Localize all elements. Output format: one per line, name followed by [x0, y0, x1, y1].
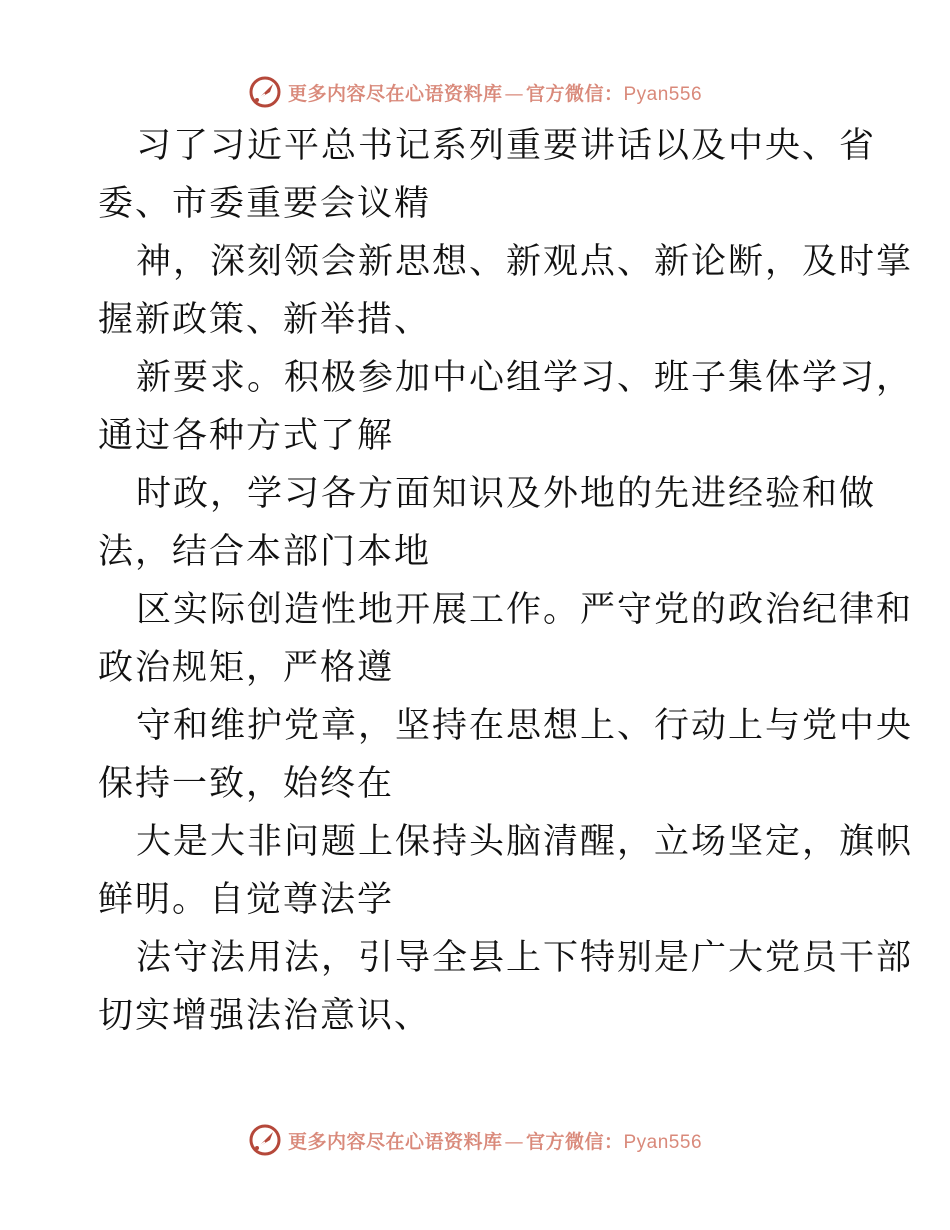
- header-watermark-text: [288, 79, 702, 106]
- header-wechat-id: Pyan556: [623, 83, 703, 105]
- body-line-11: 守和维护党章，坚持在思想上、行动上与党中央: [136, 706, 914, 746]
- body-line-14: 鲜明。自觉尊法学: [98, 880, 395, 920]
- page-footer-watermark: [0, 1118, 950, 1162]
- body-line-4: 握新政策、新举措、: [98, 300, 432, 340]
- header-dash: —: [504, 82, 524, 105]
- footer-dash: —: [504, 1130, 524, 1153]
- footer-official-label: 官方微信：: [525, 1130, 624, 1153]
- body-line-9: 区实际创造性地开展工作。严守党的政治纪律和: [136, 590, 914, 630]
- header-official-label: 官方微信：: [525, 82, 624, 105]
- header-brand: 更多内容尽在心语资料库: [287, 82, 503, 105]
- body-line-2: 委、市委重要会议精: [98, 184, 432, 224]
- body-line-5: 新要求。积极参加中心组学习、班子集体学习，: [136, 358, 914, 398]
- body-line-12: 保持一致，始终在: [98, 764, 395, 804]
- body-line-7: 时政，学习各方面知识及外地的先进经验和做: [136, 474, 877, 514]
- quill-pen-logo-icon: [248, 75, 282, 109]
- body-line-10: 政治规矩，严格遵: [98, 648, 395, 688]
- body-line-8: 法，结合本部门本地: [98, 532, 432, 572]
- body-line-13: 大是大非问题上保持头脑清醒，立场坚定，旗帜: [136, 822, 914, 862]
- body-line-6: 通过各种方式了解: [98, 416, 395, 456]
- document-body: [98, 117, 914, 1045]
- body-line-16: 切实增强法治意识、: [98, 996, 432, 1036]
- page-header-watermark: [0, 70, 950, 114]
- footer-wechat-id: Pyan556: [623, 1131, 703, 1153]
- footer-watermark-text: [288, 1127, 702, 1154]
- body-line-1: 习了习近平总书记系列重要讲话以及中央、省: [136, 126, 877, 166]
- body-line-3: 神，深刻领会新思想、新观点、新论断，及时掌: [136, 242, 914, 282]
- quill-pen-logo-icon: [248, 1123, 282, 1157]
- footer-brand: 更多内容尽在心语资料库: [287, 1130, 503, 1153]
- body-line-15: 法守法用法，引导全县上下特别是广大党员干部: [136, 938, 914, 978]
